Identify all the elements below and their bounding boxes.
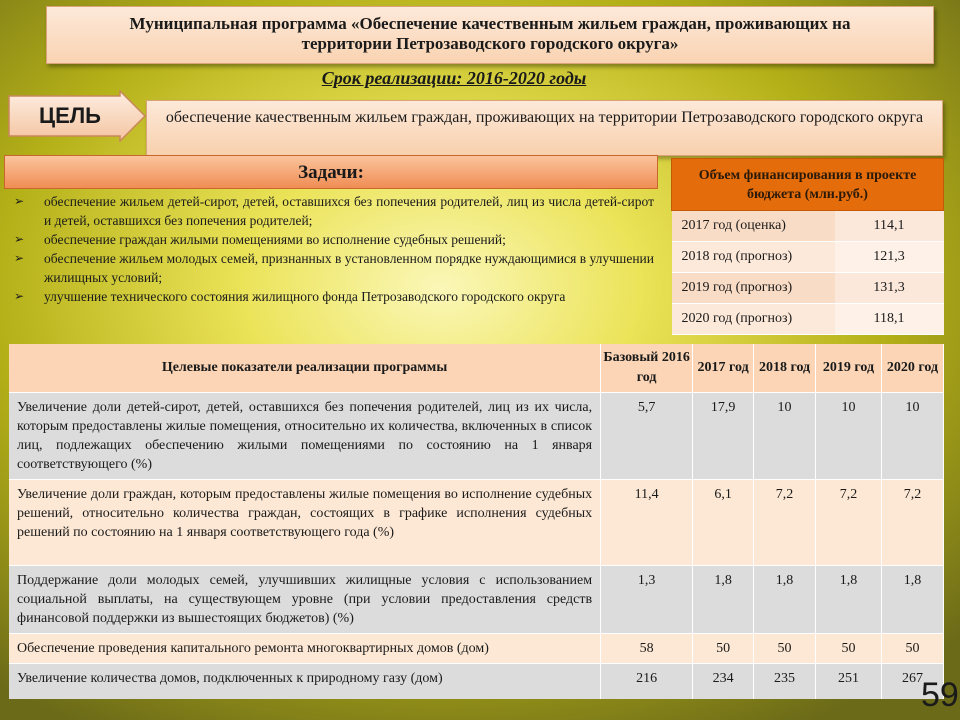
indicator-2017: 6,1	[693, 479, 754, 565]
implementation-period: Срок реализации: 2016-2020 годы	[321, 68, 587, 88]
indicator-2019: 1,8	[816, 565, 882, 633]
financing-row	[672, 242, 944, 273]
slide-title-line-1: Муниципальная программа «Обеспечение качественным жильем граждан, проживающих на	[129, 14, 851, 33]
table-row	[9, 633, 944, 663]
financing-value: 131,3	[835, 273, 944, 304]
indicator-2019: 7,2	[816, 479, 882, 565]
table-row	[9, 663, 944, 699]
indicator-2020: 50	[881, 633, 943, 663]
indicator-name: Увеличение доли детей-сирот, детей, оставшихся без попечения родителей, лиц из их числа, которым предоставлены жилые помещения, относительно их количества, включенных в список лиц, подлежащих обеспечению жилыми помещениями по состоянию на 1 января соответствующего (%)	[9, 392, 601, 479]
indicator-2018: 7,2	[754, 479, 816, 565]
arrow-bullet-icon: ➢	[14, 289, 25, 303]
financing-header: Объем финансирования в проекте бюджета (млн.руб.)	[672, 159, 944, 211]
indicator-2017: 1,8	[693, 565, 754, 633]
task-item: ➢ обеспечение граждан жилыми помещениями во исполнение судебных решений;	[14, 232, 506, 247]
indicators-header-2017: 2017 год	[693, 344, 754, 392]
financing-value: 114,1	[835, 211, 944, 242]
indicator-2020: 267	[881, 663, 943, 699]
financing-value: 118,1	[835, 304, 944, 335]
slide-title	[46, 6, 934, 64]
indicator-base: 58	[601, 633, 693, 663]
indicator-2017: 50	[693, 633, 754, 663]
table-row	[9, 479, 944, 565]
financing-year: 2018 год (прогноз)	[672, 242, 835, 273]
financing-year: 2020 год (прогноз)	[672, 304, 835, 335]
indicator-name: Обеспечение проведения капитального ремонта многоквартирных домов (дом)	[9, 633, 601, 663]
indicators-header-base: Базовый 2016 год	[601, 344, 693, 392]
indicator-2018: 1,8	[754, 565, 816, 633]
financing-value: 121,3	[835, 242, 944, 273]
table-row	[9, 565, 944, 633]
indicator-2018: 10	[754, 392, 816, 479]
indicator-2020: 1,8	[881, 565, 943, 633]
financing-row	[672, 211, 944, 242]
indicator-2019: 251	[816, 663, 882, 699]
indicator-name: Поддержание доли молодых семей, улучшивших жилищные условия с использованием социальной выплаты, на существующем уровне (при условии предоставления средств финансовой поддержки из вышестоящих бюджетов) (%)	[9, 565, 601, 633]
financing-row	[672, 273, 944, 304]
financing-year: 2019 год (прогноз)	[672, 273, 835, 304]
indicators-table	[9, 344, 944, 699]
arrow-bullet-icon: ➢	[14, 232, 25, 246]
arrow-bullet-icon: ➢	[14, 194, 25, 208]
indicator-2019: 50	[816, 633, 882, 663]
indicator-name: Увеличение количества домов, подключенных к природному газу (дом)	[9, 663, 601, 699]
indicators-header-2020: 2020 год	[881, 344, 943, 392]
goal-label: ЦЕЛЬ	[39, 103, 101, 128]
task-item: ➢ обеспечение жильем молодых семей, признанных в установленном порядке нуждающимися в улучшении жилищных условий;	[14, 251, 654, 285]
indicators-header-2019: 2019 год	[816, 344, 882, 392]
indicators-header-row	[9, 344, 944, 392]
slide-title-line-2: территории Петрозаводского городского округа»	[301, 34, 679, 53]
financing-row	[672, 304, 944, 335]
indicator-base: 11,4	[601, 479, 693, 565]
indicator-2017: 234	[693, 663, 754, 699]
indicator-base: 216	[601, 663, 693, 699]
arrow-bullet-icon: ➢	[14, 251, 25, 265]
tasks-list	[14, 192, 654, 306]
indicator-2018: 235	[754, 663, 816, 699]
financing-year: 2017 год (оценка)	[672, 211, 835, 242]
indicator-base: 5,7	[601, 392, 693, 479]
goal-text: обеспечение качественным жильем граждан, проживающих на территории Петрозаводского городского округа	[146, 100, 943, 156]
financing-table	[671, 158, 944, 335]
indicator-name: Увеличение доли граждан, которым предоставлены жилые помещения во исполнение судебных решений, относительно количества граждан, состоящих в графике исполнения судебных решений по состоянию на 1 января соответствующего года (%)	[9, 479, 601, 565]
indicator-2020: 7,2	[881, 479, 943, 565]
indicator-2017: 17,9	[693, 392, 754, 479]
table-row	[9, 392, 944, 479]
indicators-header-name: Целевые показатели реализации программы	[9, 344, 601, 392]
task-item: ➢ улучшение технического состояния жилищного фонда Петрозаводского городского округа	[14, 289, 566, 304]
indicator-2020: 10	[881, 392, 943, 479]
indicators-header-2018: 2018 год	[754, 344, 816, 392]
indicator-2018: 50	[754, 633, 816, 663]
indicator-base: 1,3	[601, 565, 693, 633]
tasks-heading: Задачи:	[4, 155, 658, 189]
task-item: ➢ обеспечение жильем детей-сирот, детей, оставшихся без попечения родителей, лиц из числа детей-сирот и детей, оставшихся без попечения родителей;	[14, 194, 654, 228]
slide-number: 59	[921, 676, 959, 714]
indicator-2019: 10	[816, 392, 882, 479]
